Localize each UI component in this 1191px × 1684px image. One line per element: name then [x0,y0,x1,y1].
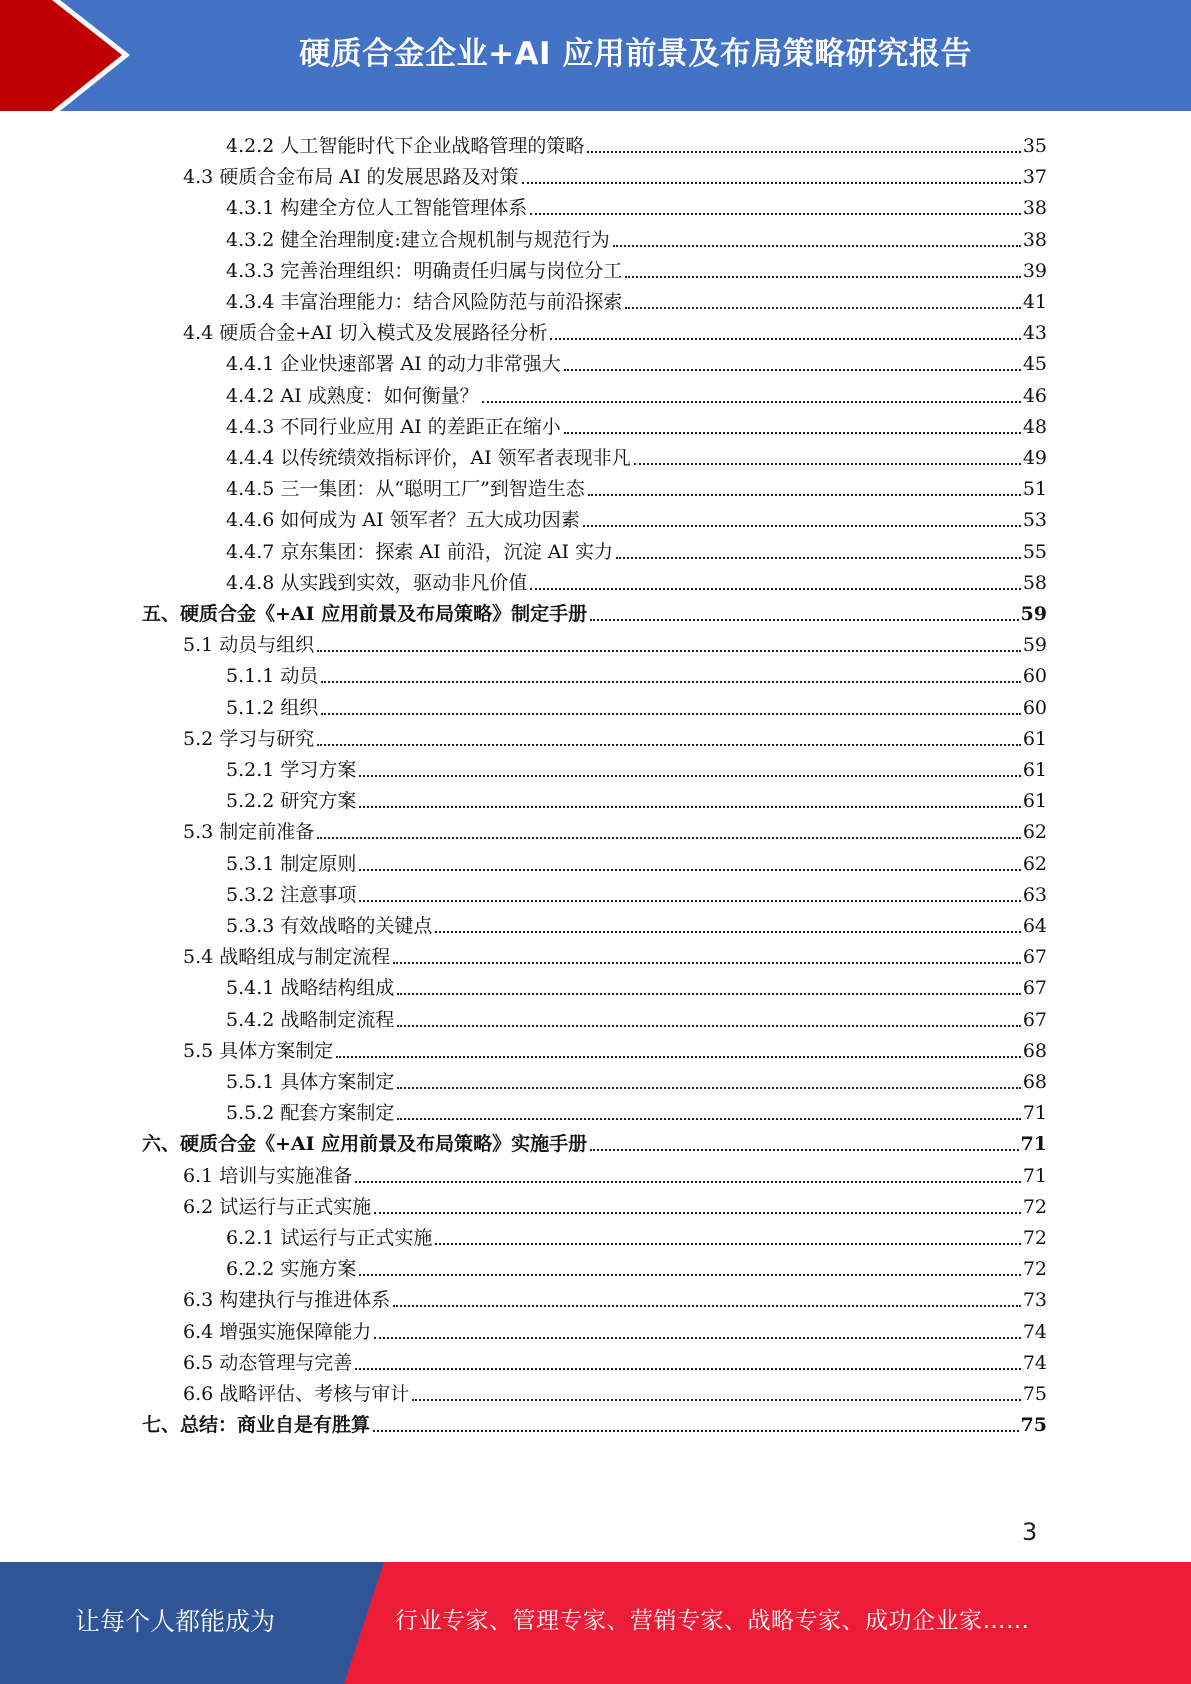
toc-leader-dots [397,1025,1020,1027]
toc-entry-label: 5.5.1 具体方案制定 [226,1071,395,1093]
toc-leader-dots [355,1181,1021,1183]
toc-entry[interactable] [226,970,1047,1000]
toc-leader-dots [522,182,1021,184]
toc-entry[interactable] [226,1064,1047,1094]
toc-entry[interactable] [226,846,1047,876]
toc-leader-dots [321,681,1020,683]
footer-banner [0,1562,1191,1684]
toc-entry-page: 59 [1022,634,1047,657]
toc-entry[interactable] [226,1251,1047,1281]
toc-entry-page: 72 [1022,1227,1047,1249]
toc-entry[interactable] [226,908,1047,938]
toc-entry-page: 68 [1022,1039,1047,1062]
toc-leader-dots [359,869,1020,871]
toc-entry-page: 58 [1022,571,1047,594]
toc-leader-dots [317,650,1021,652]
toc-entry[interactable] [142,1407,1047,1437]
toc-entry-page: 60 [1022,665,1047,688]
toc-entry-label: 6.2 试运行与正式实施 [183,1195,372,1218]
toc-leader-dots [374,1212,1021,1214]
toc-leader-dots [336,1056,1021,1058]
toc-entry-label: 5.2.2 研究方案 [226,790,357,813]
toc-entry-page: 72 [1022,1258,1047,1281]
toc-entry-page: 74 [1022,1351,1047,1374]
footer-slogan-left: 让每个人都能成为 [74,1607,275,1636]
toc-leader-dots [359,775,1020,777]
toc-entry-page: 46 [1022,384,1047,407]
toc-leader-dots [397,993,1020,995]
toc-entry-page: 71 [1022,1164,1047,1187]
toc-entry-label: 5.3 制定前准备 [183,821,315,844]
footer-slogan-right: 行业专家、管理专家、营销专家、战略专家、成功企业家…… [395,1608,1030,1634]
toc-entry[interactable] [226,565,1047,595]
toc-entry-label: 4.3 硬质合金布局 AI 的发展思路及对策 [183,166,519,189]
toc-leader-dots [564,432,1021,434]
toc-entry-page: 73 [1022,1289,1047,1312]
toc-entry-page: 35 [1022,135,1047,157]
toc-entry[interactable] [226,284,1047,314]
toc-leader-dots [583,525,1021,527]
toc-entry[interactable] [142,1126,1047,1156]
toc-entry-page: 68 [1022,1071,1047,1093]
toc-entry-label: 4.4.6 如何成为 AI 领军者？五大成功因素 [226,509,580,532]
toc-leader-dots [412,1399,1021,1401]
toc-entry-label: 5.1.2 组织 [226,696,319,719]
toc-entry[interactable] [183,814,1047,844]
toc-entry[interactable] [183,1282,1047,1312]
toc-entry-label: 5.2.1 学习方案 [226,759,357,781]
toc-entry[interactable] [183,1314,1047,1344]
toc-entry-page: 62 [1022,821,1047,844]
toc-entry-label: 五、硬质合金《+AI 应用前景及布局策略》制定手册 [142,603,588,625]
toc-entry-label: 6.3 构建执行与推进体系 [183,1289,391,1312]
toc-entry-label: 4.3.4 丰富治理能力：结合风险防范与前沿探索 [226,291,623,313]
toc-entry-label: 5.1 动员与组织 [183,634,315,657]
toc-entry-label: 4.4.7 京东集团：探索 AI 前沿，沉淀 AI 实力 [226,540,613,563]
toc-entry[interactable] [183,1158,1047,1188]
toc-leader-dots [550,338,1020,340]
toc-entry-label: 4.3.2 健全治理制度:建立合规机制与规范行为 [226,228,610,251]
toc-entry-label: 六、硬质合金《+AI 应用前景及布局策略》实施手册 [142,1133,588,1156]
toc-leader-dots [435,1243,1020,1245]
toc-entry[interactable] [183,159,1047,189]
toc-leader-dots [374,1337,1021,1339]
toc-entry-page: 41 [1022,291,1047,313]
toc-leader-dots [359,1274,1020,1276]
toc-entry[interactable] [226,190,1047,220]
toc-entry[interactable] [226,128,1047,158]
toc-entry-page: 75 [1022,1383,1047,1405]
toc-entry[interactable] [226,440,1047,470]
toc-entry[interactable] [226,378,1047,408]
toc-entry-page: 49 [1022,447,1047,469]
toc-entry[interactable] [183,1189,1047,1219]
toc-entry-page: 71 [1022,1102,1047,1125]
toc-entry[interactable] [226,1002,1047,1032]
toc-entry-page: 38 [1022,228,1047,251]
toc-entry-page: 53 [1022,509,1047,532]
toc-entry[interactable] [142,596,1047,626]
toc-leader-dots [355,1368,1021,1370]
toc-entry-page: 72 [1022,1195,1047,1218]
toc-entry-page: 48 [1022,415,1047,438]
toc-entry-label: 5.1.1 动员 [226,665,319,688]
toc-entry-page: 67 [1022,977,1047,1000]
toc-entry[interactable] [183,1033,1047,1063]
toc-entry-label: 4.3.1 构建全方位人工智能管理体系 [226,197,528,220]
toc-entry-page: 71 [1020,1133,1047,1156]
toc-entry[interactable] [226,877,1047,907]
toc-leader-dots [393,962,1021,964]
header-banner [0,0,1191,111]
toc-entry-label: 5.3.1 制定原则 [226,852,357,875]
toc-entry[interactable] [226,534,1047,564]
toc-entry-label: 6.5 动态管理与完善 [183,1351,353,1374]
toc-entry-label: 4.3.3 完善治理组织：明确责任归属与岗位分工 [226,259,623,282]
toc-entry[interactable] [226,690,1047,720]
toc-entry[interactable] [183,939,1047,969]
toc-entry-page: 67 [1022,946,1047,969]
toc-entry-page: 74 [1022,1320,1047,1343]
toc-entry-page: 38 [1022,197,1047,220]
toc-entry[interactable] [226,253,1047,283]
toc-entry-label: 5.2 学习与研究 [183,727,315,750]
toc-entry[interactable] [226,1220,1047,1250]
toc-entry-page: 37 [1022,166,1047,189]
toc-entry[interactable] [183,1345,1047,1375]
toc-entry-page: 63 [1022,883,1047,906]
document-title: 硬质合金企业+AI 应用前景及布局策略研究报告 [299,36,972,72]
toc-leader-dots [587,151,1020,153]
toc-entry-page: 59 [1020,603,1047,625]
toc-entry-label: 5.3.3 有效战略的关键点 [226,915,433,937]
toc-entry[interactable] [226,346,1047,376]
toc-leader-dots [590,1149,1018,1151]
toc-entry-label: 6.6 战略评估、考核与审计 [183,1383,410,1405]
toc-entry-label: 4.4.4 以传统绩效指标评价，AI 领军者表现非凡 [226,447,631,469]
toc-entry-label: 4.2.2 人工智能时代下企业战略管理的策略 [226,135,585,157]
toc-entry[interactable] [226,658,1047,688]
toc-leader-dots [564,369,1021,371]
toc-entry[interactable] [183,627,1047,657]
toc-entry-label: 5.4.1 战略结构组成 [226,977,395,1000]
toc-leader-dots [634,463,1021,465]
toc-leader-dots [482,401,1021,403]
toc-leader-dots [625,307,1020,309]
toc-entry-page: 51 [1022,478,1047,501]
toc-entry[interactable] [226,783,1047,813]
toc-entry-label: 6.1 培训与实施准备 [183,1164,353,1187]
toc-entry-label: 4.4 硬质合金+AI 切入模式及发展路径分析 [183,322,548,345]
toc-leader-dots [588,494,1021,496]
toc-leader-dots [397,1087,1020,1089]
toc-entry-label: 5.3.2 注意事项 [226,883,357,906]
toc-leader-dots [590,619,1018,621]
toc-entry-label: 七、总结：商业自是有胜算 [142,1414,371,1437]
toc-entry-page: 60 [1022,696,1047,719]
toc-entry-page: 75 [1020,1414,1047,1437]
toc-leader-dots [613,245,1021,247]
toc-leader-dots [616,557,1021,559]
toc-entry-label: 5.5 具体方案制定 [183,1039,334,1062]
toc-entry[interactable] [226,222,1047,252]
toc-entry[interactable] [226,1095,1047,1125]
toc-leader-dots [530,213,1020,215]
toc-entry-page: 61 [1022,759,1047,781]
toc-entry[interactable] [226,409,1047,439]
toc-entry-page: 62 [1022,852,1047,875]
toc-entry-page: 55 [1022,540,1047,563]
toc-leader-dots [435,931,1020,933]
toc-entry-label: 6.4 增强实施保障能力 [183,1320,372,1343]
toc-leader-dots [397,1118,1020,1120]
toc-entry-label: 5.4.2 战略制定流程 [226,1008,395,1031]
toc-leader-dots [373,1430,1019,1432]
toc-entry[interactable] [226,752,1047,782]
toc-entry-page: 39 [1022,259,1047,282]
toc-leader-dots [393,1305,1021,1307]
toc-entry-page: 61 [1022,727,1047,750]
toc-entry-page: 64 [1022,915,1047,937]
toc-entry[interactable] [183,721,1047,751]
toc-entry-page: 61 [1022,790,1047,813]
toc-entry-label: 6.2.2 实施方案 [226,1258,357,1281]
toc-entry-label: 4.4.8 从实践到实效，驱动非凡价值 [226,571,528,594]
toc-leader-dots [317,744,1021,746]
toc-leader-dots [317,837,1021,839]
toc-leader-dots [625,276,1020,278]
toc-leader-dots [530,588,1020,590]
toc-entry-label: 5.4 战略组成与制定流程 [183,946,391,969]
toc-entry[interactable] [183,315,1047,345]
toc-entry-label: 4.4.2 AI 成熟度：如何衡量？ [226,384,479,407]
toc-entry-label: 4.4.5 三一集团：从“聪明工厂”到智造生态 [226,478,585,501]
toc-entry-page: 45 [1022,353,1047,376]
toc-leader-dots [359,900,1020,902]
toc-entry-label: 4.4.1 企业快速部署 AI 的动力非常强大 [226,353,561,376]
page-number: 3 [1022,1518,1038,1546]
toc-entry[interactable] [226,502,1047,532]
toc-entry-label: 6.2.1 试运行与正式实施 [226,1227,433,1249]
toc-entry[interactable] [183,1376,1047,1406]
toc-entry-label: 4.4.3 不同行业应用 AI 的差距正在缩小 [226,415,561,438]
toc-entry-page: 67 [1022,1008,1047,1031]
toc-leader-dots [321,713,1020,715]
toc-entry-label: 5.5.2 配套方案制定 [226,1102,395,1125]
toc-leader-dots [359,806,1020,808]
toc-entry-page: 43 [1022,322,1047,345]
toc-entry[interactable] [226,471,1047,501]
